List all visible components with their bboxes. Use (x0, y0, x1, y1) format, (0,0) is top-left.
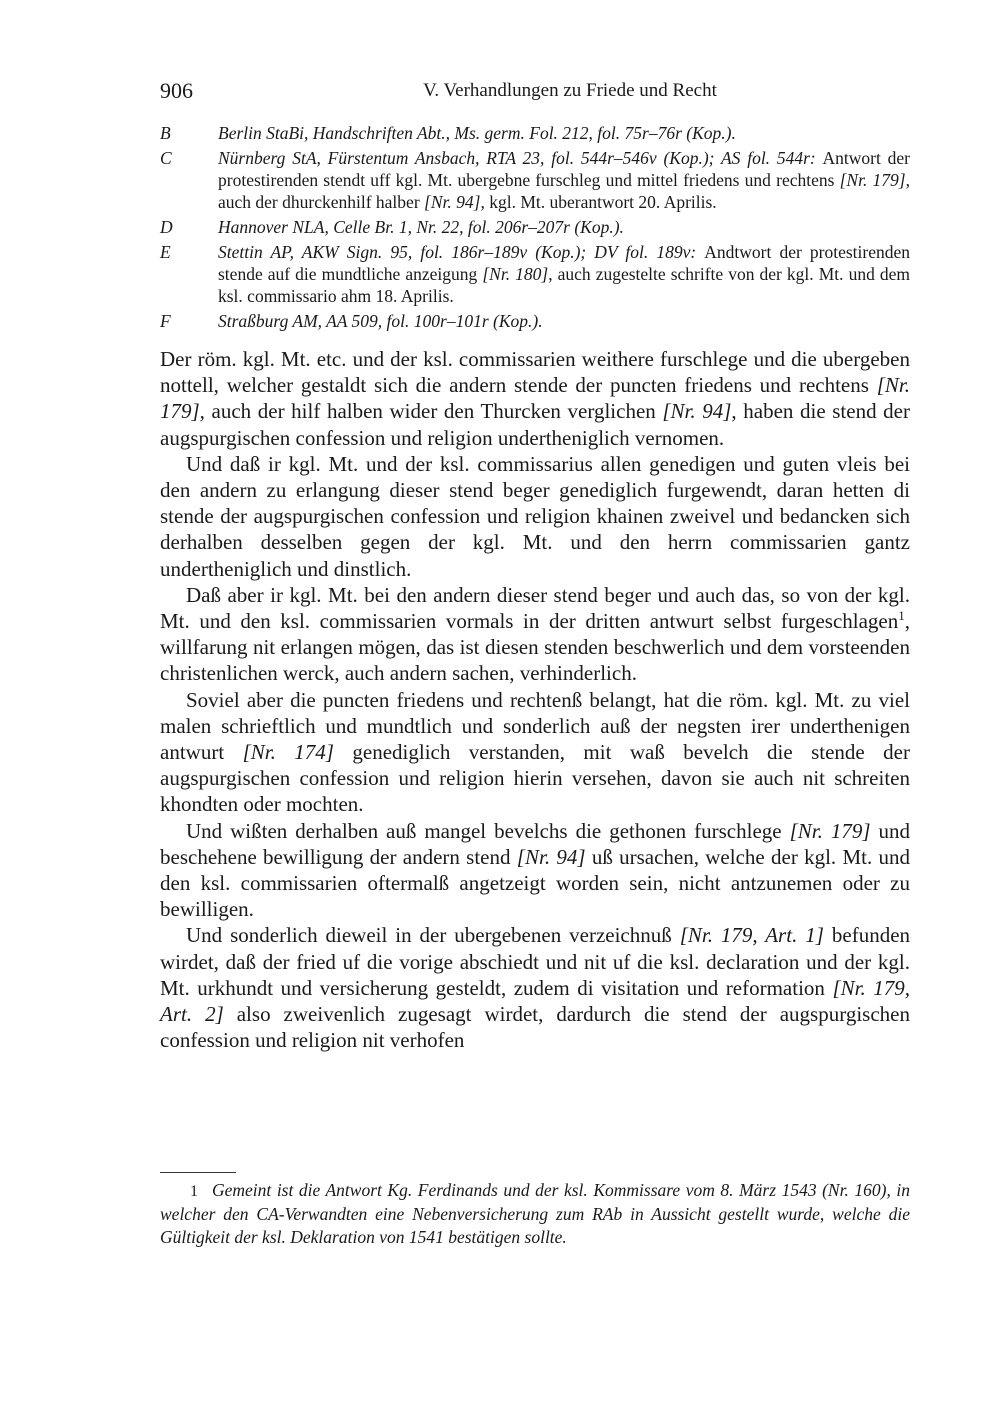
source-entry (160, 147, 910, 213)
text-run: Der röm. kgl. Mt. etc. und der ksl. commissarien weithere furschlege und die ubergeben nottell, welcher gestaldt sich die andern stende der puncten friedens und rechtens (160, 347, 910, 398)
text-run: genediglich verstanden, mit waß bevelch die stende der augspurgischen confession und religion hierin versehen, davon sie auch nit schreiten khondten oder mochten. (160, 740, 910, 817)
footnote (160, 1179, 910, 1249)
source-description (218, 241, 910, 307)
text-run: also zweivenlich zugesagt wirdet, dardurch die stend der augspurgischen confession und religion nit verhofen (160, 1002, 910, 1053)
text-run: befunden wirdet, daß der fried uf die vorige abschiedt und nit uf die ksl. declaration und der kgl. Mt. urkhundt und versicherung gesteldt, zudem di visitation und reformation (160, 923, 911, 1000)
paragraph (160, 346, 910, 451)
running-title: V. Verhandlungen zu Friede und Recht (423, 80, 717, 101)
text-run: Straßburg AM, AA 509, fol. 100r–101r (Kop.). (218, 311, 543, 331)
source-siglum: B (160, 123, 171, 143)
text-run: , auch zugestelte schrifte von der kgl. Mt. und dem ksl. commissario ahm 18. Aprilis. (218, 264, 910, 306)
text-run: Und wißten derhalben auß mangel bevelchs die gethonen furschlege (186, 818, 790, 843)
text-run: auch der hilf halben wider den Thurcken verglichen (204, 399, 663, 424)
source-entry (160, 216, 910, 238)
text-run: Andtwort der protestirenden stende auf die mundtliche anzeigung (218, 242, 911, 284)
source-description (218, 310, 910, 332)
main-text (160, 346, 910, 1053)
text-run: Hannover NLA, Celle Br. 1, Nr. 22, fol. 206r–207r (Kop.). (218, 217, 624, 237)
text-run: Und daß ir kgl. Mt. und der ksl. commissarius allen genedigen und guten vleis bei den andern zu erlangung dieser stend beger genediglich furgewendt, daran hetten di stende der augspurgischen confession und religion khainen zweivel und bedancken sich derhalben desselben gegen der kgl. Mt. und den herrn commissarien gantz undertheniglich und dinstlich. (160, 451, 910, 581)
text-run: , auch der dhurckenhilf halber (218, 170, 910, 212)
footnote-area (160, 1172, 910, 1249)
text-run: [Nr. 94], (424, 192, 485, 212)
source-entry (160, 122, 910, 144)
footnote-text: Gemeint ist die Antwort Kg. Ferdinands und der ksl. Kommissare vom 8. März 1543 (Nr. 160), in welcher den CA-Verwandten eine Nebenversicherung zum RAb in Aussicht gestellt wurde, welche die Gültigkeit der ksl. Deklaration von 1541 bestätigen sollte. (160, 1180, 910, 1247)
paragraph (160, 687, 910, 818)
source-description (218, 147, 910, 213)
footnote-number: 1 (190, 1183, 198, 1200)
text-run: uß ursachen, welche der kgl. Mt. und den ksl. commissarien oftermalß angetzeigt worden sein, nicht antzunemen oder zu bewilligen. (160, 844, 910, 922)
footnote-reference: 1 (898, 608, 905, 624)
text-run: Nürnberg StA, Fürstentum Ansbach, RTA 23, fol. 544r–546v (Kop.); AS fol. 544r: (218, 148, 823, 168)
text-run: [Nr. 180] (482, 264, 549, 284)
text-run: [Nr. 94] (662, 399, 732, 424)
source-list (160, 122, 910, 332)
source-description (218, 216, 910, 238)
text-run: und beschehene bewilligung der andern stend (160, 818, 911, 869)
text-run: Und sonderlich dieweil in der ubergebenen verzeichnuß (186, 923, 680, 948)
text-run: kgl. Mt. uberantwort 20. Aprilis. (484, 192, 717, 212)
document-page (160, 78, 910, 1053)
text-run: , willfarung nit erlangen mögen, das ist diesen stenden beschwerlich und dem vorsteenden christenlichen werck, auch andern sachen, verhinderlich. (160, 609, 910, 686)
source-siglum: E (160, 242, 171, 262)
text-run: [Nr. 174] (242, 740, 334, 765)
text-run: [Nr. 179] (789, 818, 871, 843)
text-run: [Nr. 179, Art. 2] (160, 975, 910, 1027)
text-run: [Nr. 179] (839, 170, 906, 190)
text-run: Daß aber ir kgl. Mt. bei den andern dieser stend beger und auch das, so von der kgl. Mt. und den ksl. commissarien vormals in der dritten antwurt selbst furgeschlagen (160, 582, 910, 634)
paragraph (160, 818, 910, 923)
source-entry (160, 310, 910, 332)
paragraph (160, 922, 910, 1053)
source-entry (160, 241, 910, 307)
text-run: [Nr. 179, Art. 1] (679, 923, 824, 948)
source-description (218, 122, 910, 144)
text-run: Soviel aber die puncten friedens und rechtenß belangt, hat die röm. kgl. Mt. zu viel malen schrieftlich und mundtlich und sonderlich auß der negsten irer underthenigen antwurt (160, 687, 910, 765)
footnote-rule (160, 1172, 236, 1173)
page-number: 906 (160, 78, 193, 103)
text-run: Stettin AP, AKW Sign. 95, fol. 186r–189v (Kop.); DV fol. 189v: (218, 242, 705, 262)
page-header (160, 78, 910, 108)
text-run: Antwort der protestirenden stendt uff kgl. Mt. ubergebne furschleg und mittel friedens und rechtens (218, 148, 910, 190)
text-run: Berlin StaBi, Handschriften Abt., Ms. germ. Fol. 212, fol. 75r–76r (Kop.). (218, 123, 736, 143)
text-run: [Nr. 179], (160, 373, 910, 424)
source-siglum: D (160, 217, 173, 237)
text-run: , haben die stend der augspurgischen confession und religion undertheniglich vernomen. (160, 399, 910, 450)
paragraph (160, 582, 910, 687)
source-siglum: C (160, 148, 172, 168)
text-run: [Nr. 94] (516, 844, 586, 869)
paragraph (160, 451, 910, 582)
source-siglum: F (160, 311, 171, 331)
